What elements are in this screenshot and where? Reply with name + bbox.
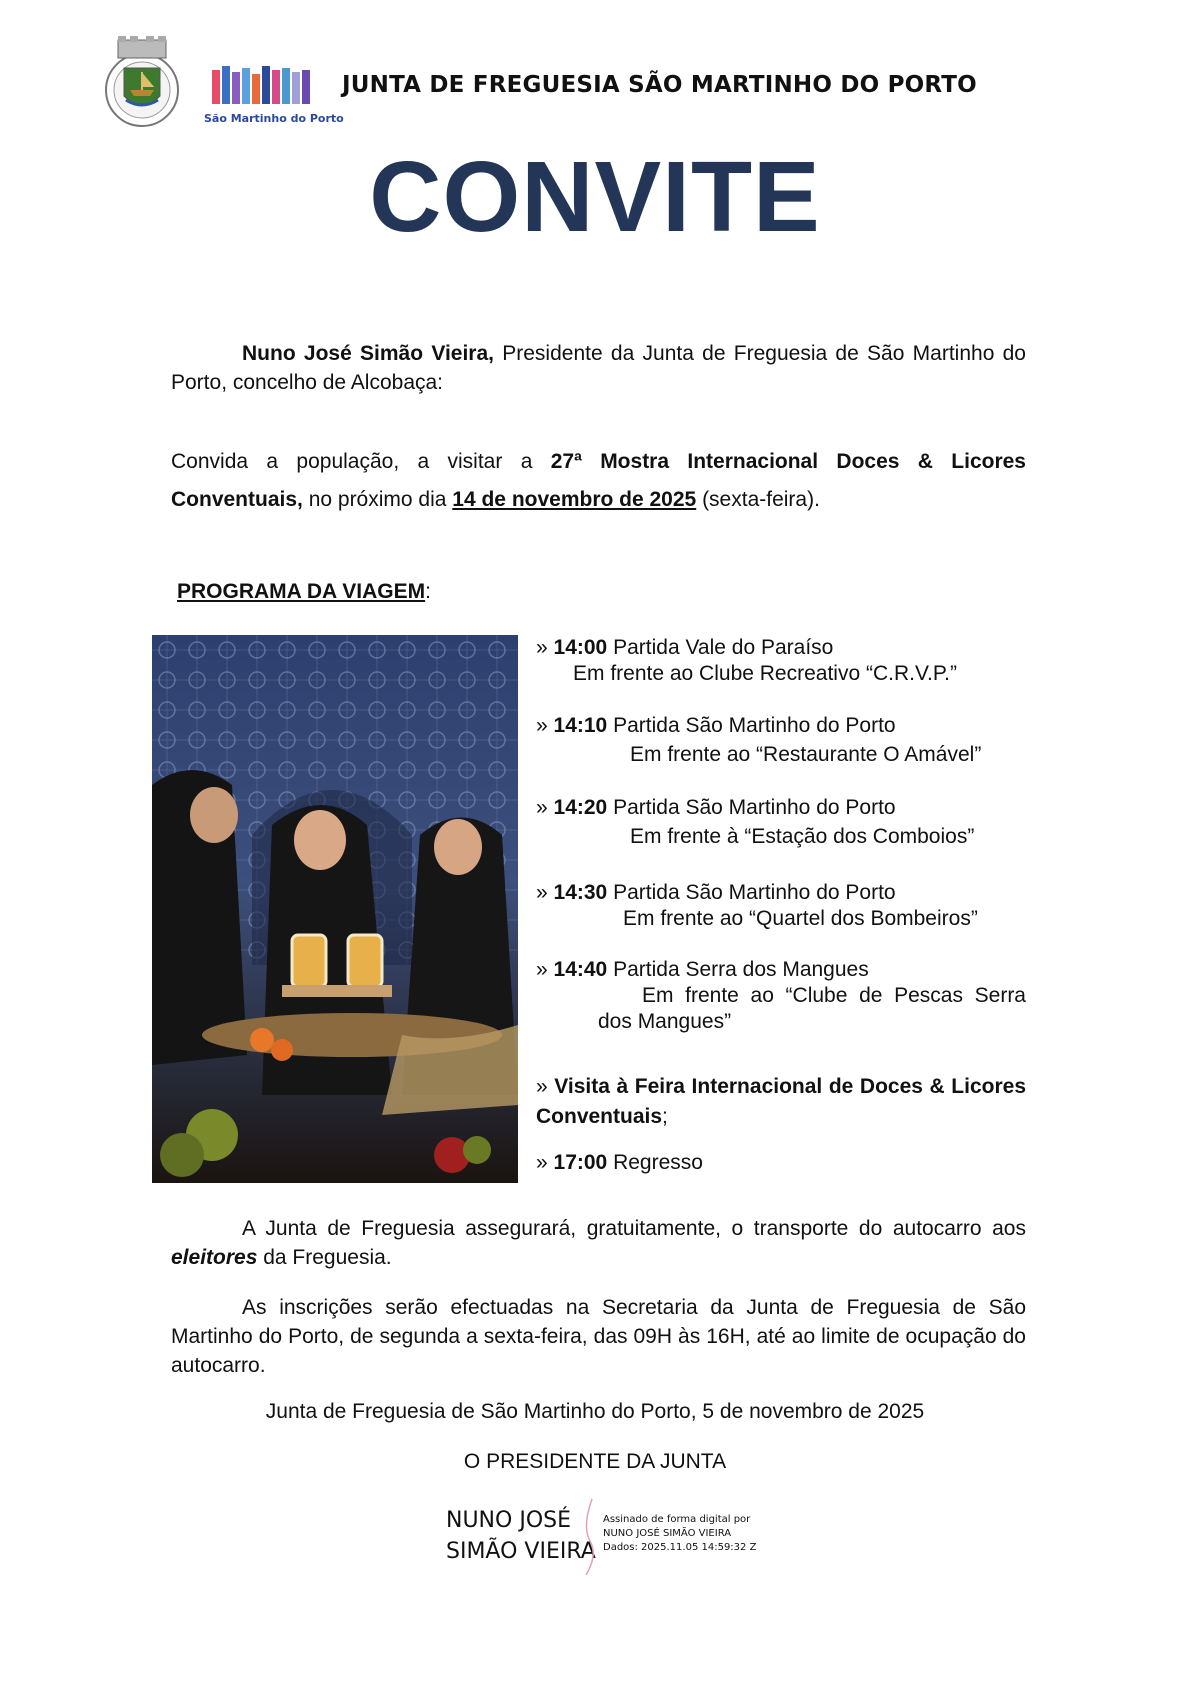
schedule-label: Partida São Martinho do Porto	[607, 714, 896, 737]
return-label: Regresso	[607, 1151, 703, 1174]
schedule-item: » 14:00 Partida Vale do Paraíso Em frente ao Clube Recreativo “C.R.V.P.”	[536, 635, 1026, 687]
municipal-crest-logo	[100, 34, 184, 130]
event-name: 27ª Mostra Internacional Doces & Licores Conventuais,	[171, 450, 1026, 511]
schedule-label: Partida Vale do Paraíso	[607, 636, 834, 659]
transport-paragraph: A Junta de Freguesia assegurará, gratuitamente, o transporte do autocarro aos eleitores da Freguesia.	[171, 1217, 1026, 1269]
registration-paragraph: As inscrições serão efectuadas na Secretaria da Junta de Freguesia de São Martinho do Porto, de segunda a sexta-feira, das 09H às 16H, até ao limite de ocupação do autocarro.	[171, 1296, 1026, 1377]
digital-signature	[446, 1505, 766, 1577]
schedule-time: 14:10	[553, 714, 608, 737]
visit-item: » Visita à Feira Internacional de Doces & Licores Conventuais;	[536, 1075, 1026, 1128]
schedule-time: 14:00	[553, 636, 608, 659]
visit-text: Visita à Feira Internacional de Doces & Licores Conventuais	[536, 1075, 1026, 1128]
schedule-detail: Em frente ao “Restaurante O Amável”	[630, 743, 982, 766]
event-date: 14 de novembro de 2025	[452, 488, 697, 511]
schedule-item: » 14:40 Partida Serra dos Mangues Em frente ao “Clube de Pescas Serra dos Mangues”	[536, 958, 1026, 1033]
schedule-time: 14:40	[553, 958, 608, 981]
invite-pre: Convida a população, a visitar a	[171, 450, 551, 473]
invite-mid: no próximo dia	[302, 488, 453, 511]
program-title: PROGRAMA DA VIAGEM:	[177, 580, 431, 603]
schedule-detail: Em frente ao Clube Recreativo “C.R.V.P.”	[573, 662, 958, 685]
place-date: Junta de Freguesia de São Martinho do Porto, 5 de novembro de 2025	[265, 1400, 925, 1423]
schedule-item: » 14:20 Partida São Martinho do Porto Em frente à “Estação dos Comboios”	[536, 795, 1026, 850]
signature-stroke	[578, 1497, 602, 1577]
schedule-detail: Em frente ao “Quartel dos Bombeiros”	[623, 907, 978, 930]
signatory-role: O PRESIDENTE DA JUNTA	[463, 1450, 727, 1473]
schedule-time: 14:20	[553, 796, 608, 819]
schedule-item: » 14:30 Partida São Martinho do Porto Em frente ao “Quartel dos Bombeiros”	[536, 880, 1026, 932]
schedule-label: Partida Serra dos Mangues	[607, 958, 869, 981]
schedule-item: » 14:10 Partida São Martinho do Porto Em frente ao “Restaurante O Amável”	[536, 713, 1026, 768]
signature-name: NUNO JOSÉ SIMÃO VIEIRA	[446, 1508, 596, 1564]
organization-title: JUNTA DE FREGUESIA SÃO MARTINHO DO PORTO	[342, 72, 977, 98]
nuns-photo	[152, 635, 518, 1183]
svg-text:São Martinho do Porto: São Martinho do Porto	[204, 112, 344, 125]
intro-paragraph	[171, 339, 1026, 397]
invitation-heading: CONVITE	[369, 141, 821, 253]
invitation-paragraph	[171, 443, 1026, 519]
schedule-detail: Em frente à “Estação dos Comboios”	[630, 825, 975, 848]
intro-text: Presidente da Junta de Freguesia de São Martinho do Porto, concelho de Alcobaça:	[171, 342, 1026, 394]
schedule-label: Partida São Martinho do Porto	[607, 796, 896, 819]
schedule-label: Partida São Martinho do Porto	[607, 881, 896, 904]
letterhead	[100, 34, 1100, 130]
signature-metadata: Assinado de forma digital por NUNO JOSÉ SIMÃO VIEIRA Dados: 2025.11.05 14:59:32 Z	[603, 1514, 757, 1553]
schedule-time: 14:30	[553, 881, 608, 904]
sao-martinho-logo	[202, 64, 344, 128]
emphasis-eleitores: eleitores	[171, 1246, 258, 1269]
schedule-detail: Em frente ao “Clube de Pescas Serra dos Mangues”	[598, 984, 1026, 1033]
return-item: » 17:00 Regresso	[536, 1151, 703, 1174]
president-name: Nuno José Simão Vieira,	[242, 342, 494, 365]
invite-post: (sexta-feira).	[696, 488, 820, 511]
return-time: 17:00	[553, 1151, 608, 1174]
